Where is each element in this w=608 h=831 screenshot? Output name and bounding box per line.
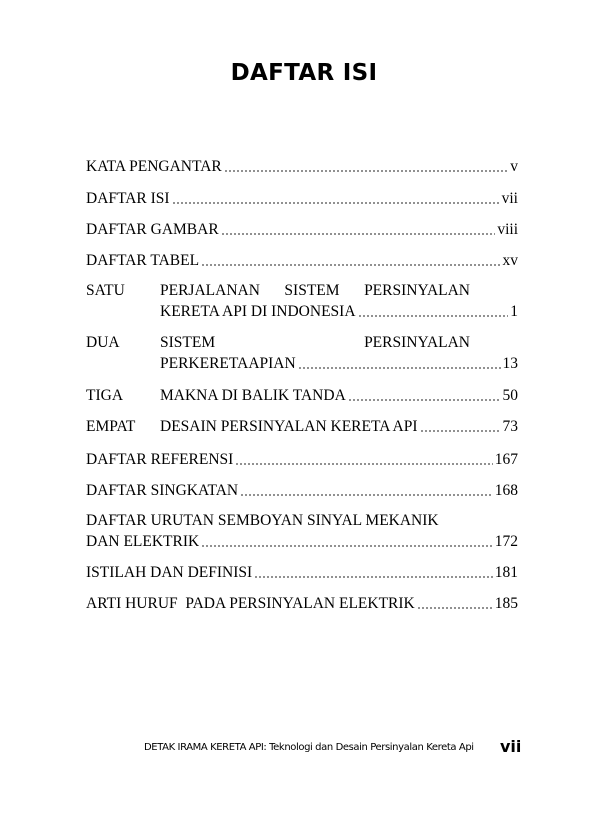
dot-leader [172, 202, 500, 204]
toc-page: 168 [494, 482, 518, 499]
page-title: DAFTAR ISI [230, 60, 378, 86]
toc-entry[interactable] [86, 219, 518, 240]
toc-entry[interactable] [86, 188, 518, 209]
dot-leader [420, 430, 501, 432]
toc-page: 167 [494, 451, 518, 468]
toc-label: DAFTAR GAMBAR [86, 221, 219, 238]
toc-chapter[interactable] [86, 416, 518, 437]
toc-page: 172 [494, 533, 518, 550]
toc-page: 13 [502, 355, 518, 372]
chapter-title: PERKERETAAPIAN [160, 355, 296, 372]
toc-entry[interactable] [86, 593, 518, 614]
toc-entry[interactable] [86, 156, 518, 177]
chapter-title: DESAIN PERSINYALAN KERETA API [160, 418, 418, 435]
toc-page: viii [497, 221, 518, 238]
toc-page: 1 [510, 303, 518, 320]
dot-leader [348, 399, 501, 401]
toc-page: 181 [494, 564, 518, 581]
chapter-title-word: PERSINYALAN [364, 334, 470, 351]
chapter-number: DUA [86, 334, 120, 351]
chapter-number: EMPAT [86, 418, 136, 435]
dot-leader [224, 170, 509, 172]
dot-leader [235, 463, 492, 465]
toc-page: 50 [502, 387, 518, 404]
toc-page: xv [502, 252, 518, 269]
dot-leader [201, 264, 500, 266]
toc-label: KATA PENGANTAR [86, 158, 222, 175]
page-number: vii [500, 737, 522, 756]
dot-leader [298, 367, 501, 369]
toc-label: DAFTAR TABEL [86, 252, 200, 269]
toc-page: v [510, 158, 518, 175]
dot-leader [221, 233, 496, 235]
dot-leader [254, 576, 493, 578]
chapter-number: SATU [86, 282, 125, 299]
chapter-number: TIGA [86, 387, 124, 404]
dot-leader [417, 607, 493, 609]
toc-page: 185 [494, 595, 518, 612]
toc-label: DAFTAR SINGKATAN [86, 482, 239, 499]
toc-entry[interactable] [86, 510, 518, 552]
toc-page: vii [501, 190, 518, 207]
toc-label: DAFTAR ISI [86, 190, 170, 207]
toc-label: DAFTAR REFERENSI [86, 451, 234, 468]
toc-chapter[interactable] [86, 332, 518, 374]
dot-leader [201, 545, 493, 547]
toc-label: ARTI HURUF PADA PERSINYALAN ELEKTRIK [86, 595, 415, 612]
dot-leader [240, 494, 493, 496]
toc-entry[interactable] [86, 562, 518, 583]
toc-entry[interactable] [86, 250, 518, 271]
chapter-title-word: PERJALANAN [160, 282, 260, 299]
chapter-title-word: SISTEM [160, 334, 216, 351]
toc-entry[interactable] [86, 449, 518, 470]
chapter-title: KERETA API DI INDONESIA [160, 303, 356, 320]
toc-page: 73 [502, 418, 518, 435]
chapter-title: MAKNA DI BALIK TANDA [160, 387, 346, 404]
running-footer: DETAK IRAMA KERETA API: Teknologi dan Desain Persinyalan Kereta Api [144, 742, 474, 753]
toc-label: DAN ELEKTRIK [86, 533, 200, 550]
toc-label: ISTILAH DAN DEFINISI [86, 564, 253, 581]
chapter-title-word: PERSINYALAN [364, 282, 470, 299]
toc-entry[interactable] [86, 480, 518, 501]
chapter-title-word: SISTEM [284, 282, 340, 299]
toc-label-line: DAFTAR URUTAN SEMBOYAN SINYAL MEKANIK [86, 512, 439, 529]
dot-leader [358, 315, 509, 317]
toc-chapter[interactable] [86, 385, 518, 406]
toc-chapter[interactable] [86, 280, 518, 322]
